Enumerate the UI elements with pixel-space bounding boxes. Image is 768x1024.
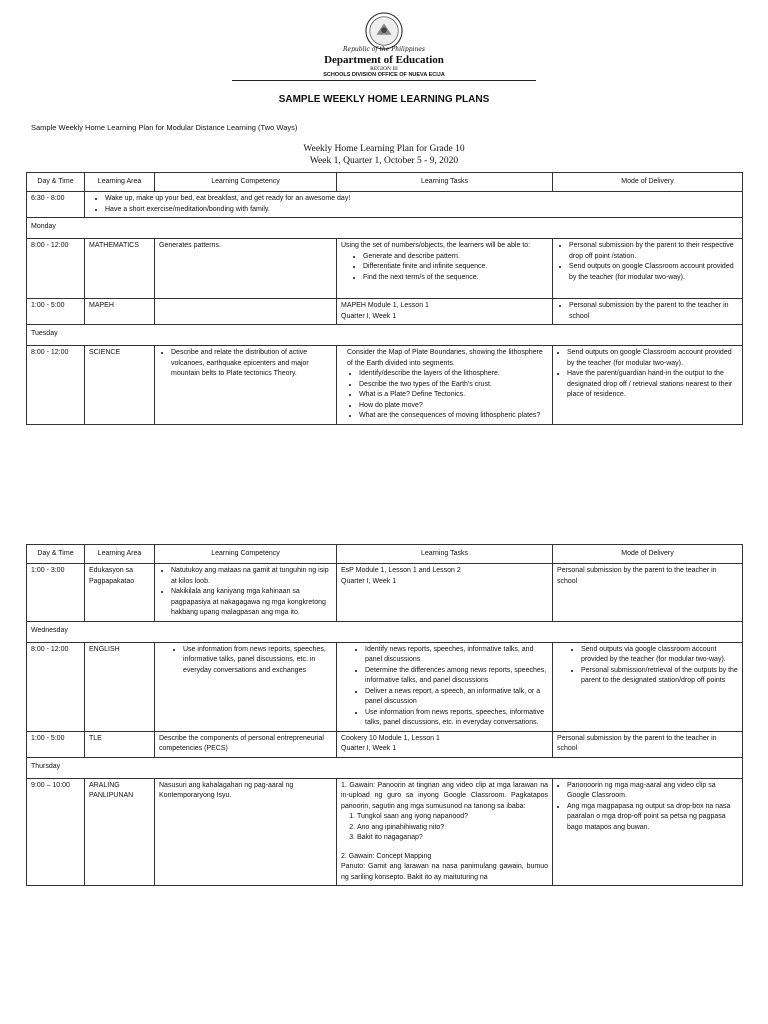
area-cell: MATHEMATICS [85, 239, 155, 299]
list-item: • Personal submission by the parent to the teacher in school [569, 301, 738, 322]
plan-title [0, 143, 768, 167]
delivery-cell: Personal submission by the parent to the teacher in school [553, 564, 743, 622]
list-item: • Personal submission by the parent to their respective drop off point /station. [569, 241, 738, 262]
table-row [27, 642, 743, 731]
competency-cell [155, 346, 337, 425]
competency-cell [155, 564, 337, 622]
task-line: Cookery 10 Module 1, Lesson 1 [341, 734, 440, 742]
area-cell: TLE [85, 731, 155, 757]
deped-seal-logo [365, 12, 403, 50]
list-item: • Personal submission/retrieval of the outputs by the parent to the designated station/drop off points [581, 666, 738, 687]
list-item: 2. Ano ang ipinahihiwatig nito? [357, 823, 548, 834]
time-cell: 1:00 - 5:00 [27, 299, 85, 325]
department-name: Department of Education [324, 54, 444, 66]
list-item: • Describe the two types of the Earth's crust. [359, 380, 548, 391]
tasks-cell [337, 346, 553, 425]
list-item: 3. Bakit ito nagaganap? [357, 833, 548, 844]
time-cell: 8:00 - 12:00 [27, 346, 85, 425]
day-row [27, 218, 743, 239]
day-row [27, 757, 743, 778]
list-item: • Use information from news reports, speeches, informative talks, panel discussions, etc. in everyday conversations and exchanges [183, 645, 332, 677]
list-item: • Send outputs on google Classroom account provided by the teacher (for modular two-way). [567, 348, 738, 369]
morning-routine-cell [85, 192, 743, 218]
delivery-cell [553, 299, 743, 325]
list-item: • What is a Plate? Define Tectonics. [359, 390, 548, 401]
table-header-row [27, 173, 743, 192]
list-item: • Determine the differences among news reports, speeches, informative talks, and panel discussions [365, 666, 548, 687]
competency-cell: Describe the components of personal entrepreneurial competencies (PECS) [155, 731, 337, 757]
list-item: • Generate and describe pattern. [363, 252, 548, 263]
table-row [27, 564, 743, 622]
delivery-cell [553, 239, 743, 299]
list-item: 1. Tungkol saan ang iyong napanood? [357, 812, 548, 823]
page-title: SAMPLE WEEKLY HOME LEARNING PLANS [278, 94, 490, 105]
day-label-thursday: Thursday [27, 757, 743, 778]
task-intro: Using the set of numbers/objects, the learners will be able to: [341, 242, 531, 249]
time-cell: 1:00 - 3:00 [27, 564, 85, 622]
day-row [27, 621, 743, 642]
time-cell: 8:00 - 12:00 [27, 239, 85, 299]
list-item: • Identify news reports, speeches, informative talks, and panel discussions [365, 645, 548, 666]
division-label: SCHOOLS DIVISION OFFICE OF NUEVA ECIJA [323, 72, 445, 78]
competency-cell: Nasusuri ang kahalagahan ng pag-aaral ng Kontemporaryong Isyu. [155, 778, 337, 886]
list-item: • Identify/describe the layers of the lithosphere. [359, 369, 548, 380]
tasks-cell [337, 299, 553, 325]
task-line: Quarter I, Week 1 [341, 312, 397, 320]
plan-title-line2: Week 1, Quarter 1, October 5 - 9, 2020 [309, 156, 459, 166]
page-subtitle: Sample Weekly Home Learning Plan for Modular Distance Learning (Two Ways) [31, 123, 298, 132]
list-item: • Differentiate finite and infinite sequence. [363, 262, 548, 273]
list-item: • Panonoorin ng mga mag-aaral ang video clip sa Google Classroom. [567, 781, 738, 802]
table-row [27, 192, 743, 218]
list-item: • Send outputs via google classroom account provided by the teacher (for modular two-way). [581, 645, 738, 666]
task-line: EsP Module 1, Lesson 1 and Lesson 2 [341, 567, 461, 574]
region-label: REGION III [370, 66, 398, 72]
column-header: Learning Competency [155, 545, 337, 564]
list-item: • Deliver a news report, a speech, an informative talk, or a panel discussion [365, 687, 548, 708]
column-header: Learning Tasks [337, 545, 553, 564]
list-item: • Natutukoy ang mataas na gamit at tunguhin ng isip at kilos loob. [171, 566, 332, 587]
list-item: • Ang mga magpapasa ng output sa drop-box na nasa paaralan o mga drop-off point sa petsa ng pagpasa bago matapos ang buwan. [567, 802, 738, 834]
day-label-wednesday: Wednesday [27, 621, 743, 642]
day-label-tuesday: Tuesday [27, 325, 743, 346]
republic-label: Republic of the Philippines [343, 46, 425, 53]
plan-table-2 [26, 544, 743, 886]
list-item: • Nakikilala ang kaniyang mga kahinaan sa pagpapasiya at nakagagawa ng mga kongkretong hakbang upang malagpasan ang mga ito. [171, 587, 332, 619]
area-cell: MAPEH [85, 299, 155, 325]
delivery-cell [553, 778, 743, 886]
table-row [27, 731, 743, 757]
area-cell: ARALING PANLIPUNAN [85, 778, 155, 886]
competency-cell [155, 642, 337, 731]
table-row [27, 239, 743, 299]
list-item: • Wake up, make up your bed, eat breakfast, and get ready for an awesome day! [105, 194, 738, 205]
list-item: • Send outputs on google Classroom account provided by the teacher (for modular two-way). [569, 262, 738, 283]
task-intro: 1. Gawain: Panoorin at tingnan ang video clip at mga larawan na in-upload ng guro sa inyong Google Classroom. Pagkatapos panoorin, sagutin ang mga sumusunod na tanong sa ibaba: [341, 781, 548, 810]
task-intro: Consider the Map of Plate Boundaries, showing the lithosphere of the Earth divided into segments. [347, 349, 543, 367]
time-cell: 8:00 - 12:00 [27, 642, 85, 731]
task-line: Quarter I, Week 1 [341, 745, 397, 752]
delivery-cell [553, 346, 743, 425]
list-item: • Describe and relate the distribution of active volcanoes, earthquake epicenters and major mountain belts to Plate tectonics Theory. [171, 348, 332, 380]
column-header: Mode of Delivery [553, 173, 743, 192]
area-cell: SCIENCE [85, 346, 155, 425]
tasks-cell [337, 239, 553, 299]
tasks-cell [337, 642, 553, 731]
task-line: Quarter I, Week 1 [341, 577, 397, 585]
competency-cell [155, 299, 337, 325]
plan-title-line1: Weekly Home Learning Plan for Grade 10 [303, 144, 465, 154]
list-item: • Use information from news reports, speeches, informative talks, panel discussions, etc. in everyday conversations. [365, 708, 548, 729]
task-line: MAPEH Module 1, Lesson 1 [341, 302, 429, 309]
header-divider [232, 80, 536, 81]
column-header: Learning Tasks [337, 173, 553, 192]
column-header: Learning Area [85, 545, 155, 564]
table-header-row [27, 545, 743, 564]
list-item: • Find the next term/s of the sequence. [363, 273, 548, 284]
column-header: Mode of Delivery [553, 545, 743, 564]
list-item: • What are the consequences of moving lithospheric plates? [359, 411, 548, 422]
column-header: Day & Time [27, 173, 85, 192]
list-item: • Have the parent/guardian hand-in the output to the designated drop off / retrieval stations nearest to their place of residence. [567, 369, 738, 401]
list-item: • Have a short exercise/meditation/bonding with family. [105, 205, 738, 216]
list-item: • How do plate move? [359, 401, 548, 412]
delivery-cell [553, 642, 743, 731]
plan-table-1 [26, 172, 743, 425]
area-cell: ENGLISH [85, 642, 155, 731]
table-row [27, 778, 743, 886]
area-cell: Edukasyon sa Pagpapakatao [85, 564, 155, 622]
tasks-cell [337, 564, 553, 622]
task2-title: 2. Gawain: Concept Mapping [341, 852, 432, 860]
table-row [27, 299, 743, 325]
column-header: Learning Area [85, 173, 155, 192]
day-row [27, 325, 743, 346]
time-cell: 9:00 – 10:00 [27, 778, 85, 886]
task2-text: Panuto: Gamit ang larawan na nasa panimulang gawain, bumuo ng sariling konsepto. Bakit ito ay maituturing na [341, 863, 548, 881]
time-cell: 6:30 - 8:00 [27, 192, 85, 218]
column-header: Day & Time [27, 545, 85, 564]
tasks-cell [337, 778, 553, 886]
day-label-monday: Monday [27, 218, 743, 239]
delivery-cell: Personal submission by the parent to the teacher in school [553, 731, 743, 757]
time-cell: 1:00 - 5:00 [27, 731, 85, 757]
tasks-cell [337, 731, 553, 757]
table-row [27, 346, 743, 425]
column-header: Learning Competency [155, 173, 337, 192]
competency-cell: Generates patterns. [155, 239, 337, 299]
